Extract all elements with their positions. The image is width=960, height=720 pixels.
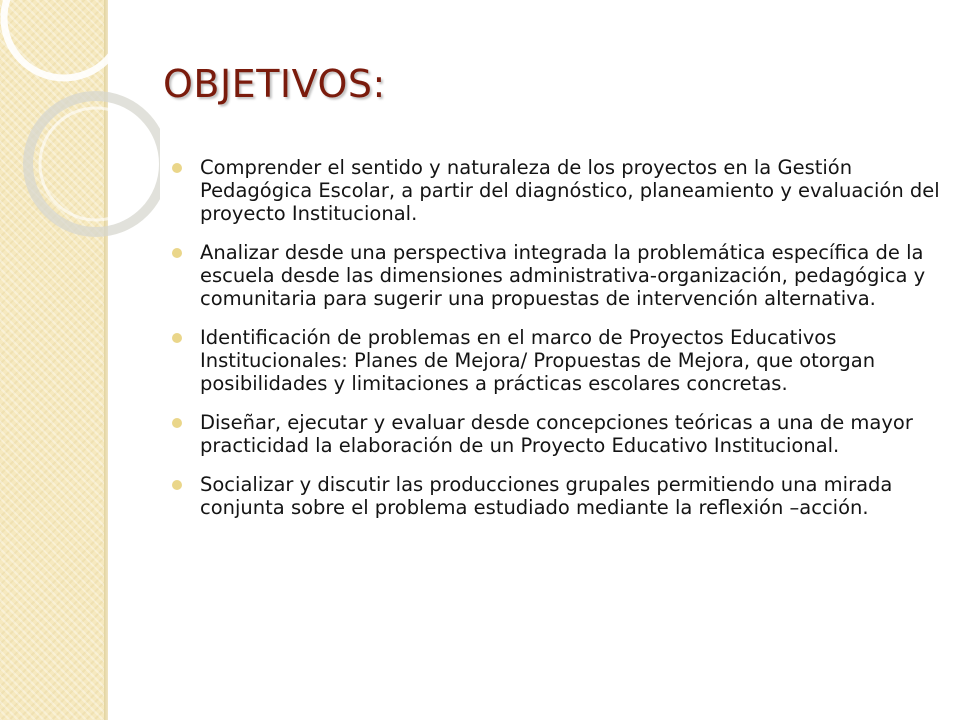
bullet-dot-icon [172, 333, 182, 343]
objective-text: Analizar desde una perspectiva integrada la problemática específica de la escuela desde las dimensiones administrativa-organización, pedagógica y comunitaria para sugerir una propuestas de intervención alternativa. [200, 241, 926, 310]
objective-text: Diseñar, ejecutar y evaluar desde concepciones teóricas a una de mayor practicidad la elaboración de un Proyecto Educativo Institucional. [200, 411, 913, 457]
decorative-circles-graphic [0, 0, 160, 260]
decorative-circle-top [4, 0, 124, 78]
objective-text: Identificación de problemas en el marco de Proyectos Educativos Institucionales: Planes de Mejora/ Propuestas de Mejora, que otorgan posibilidades y limitaciones a prácticas escolares concretas. [200, 326, 876, 395]
objective-text: Comprender el sentido y naturaleza de los proyectos en la Gestión Pedagógica Escolar, a partir del diagnóstico, planeamiento y evaluación del proyecto Institucional. [200, 156, 940, 225]
objective-item [168, 241, 946, 310]
objective-item [168, 156, 946, 225]
objective-item [168, 411, 946, 457]
objective-item [168, 326, 946, 395]
objective-text: Socializar y discutir las producciones grupales permitiendo una mirada conjunta sobre el problema estudiado mediante la reflexión –acción. [200, 473, 893, 519]
decorative-circle-bottom-inner [40, 108, 152, 220]
bullet-dot-icon [172, 163, 182, 173]
bullet-dot-icon [172, 248, 182, 258]
bullet-dot-icon [172, 480, 182, 490]
slide-title: OBJETIVOS: [163, 62, 386, 106]
bullet-dot-icon [172, 418, 182, 428]
objectives-list [168, 156, 946, 535]
objective-item [168, 473, 946, 519]
decorative-circle-bottom [28, 96, 160, 232]
